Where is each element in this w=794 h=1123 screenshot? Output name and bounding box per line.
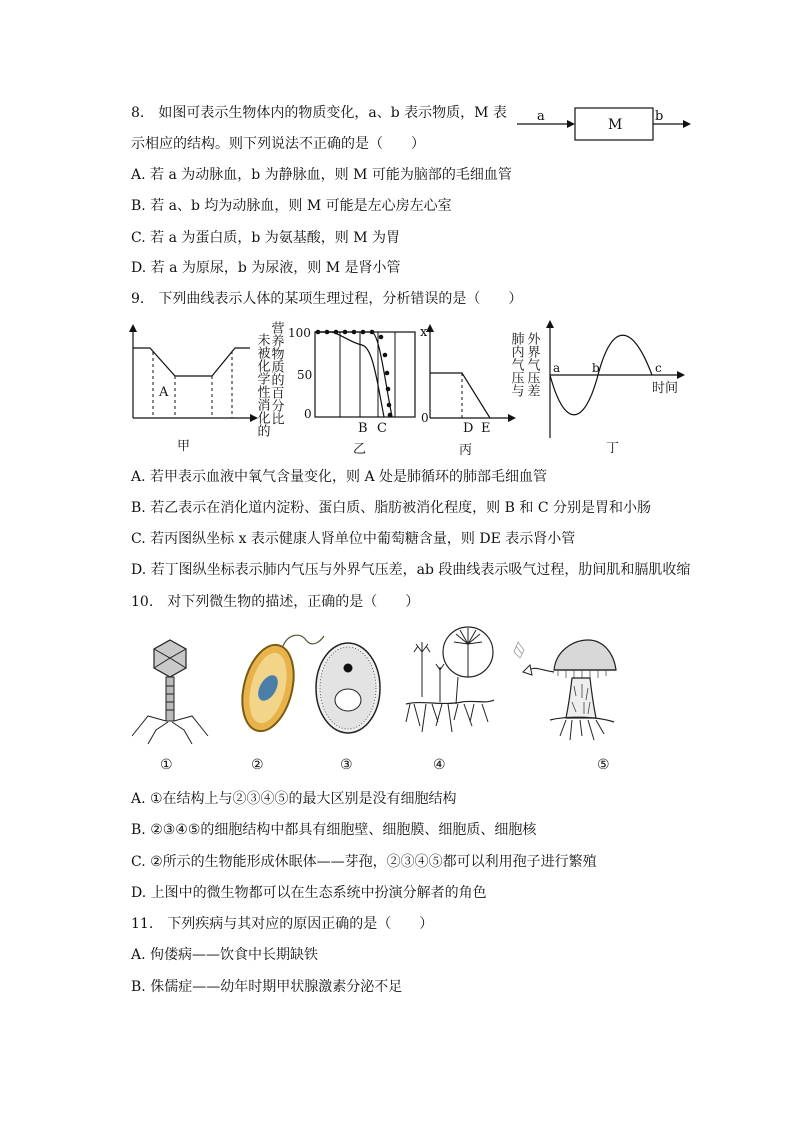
q9-graph-yi (254, 315, 420, 460)
q8-label-a: a (537, 109, 545, 124)
q9-yi-tick-0: 0 (304, 407, 312, 421)
q9-ding-point-a: a (553, 361, 561, 375)
q8-option-b: B. 若 a、b 均为动脉血，则 M 可能是左心房左心室 (131, 198, 452, 214)
q9-bing-xlabel-e: E (481, 421, 491, 436)
q9-graph-bing (418, 318, 518, 460)
yeast-cell-illustration (313, 638, 383, 738)
q10-label-4: ④ (433, 757, 446, 773)
q9-option-c: C. 若丙图纵坐标 x 表示健康人肾单位中葡萄糖含量，则 DE 表示肾小管 (131, 531, 576, 547)
q9-ding-caption: 丁 (606, 441, 620, 456)
q8-flow-diagram (515, 100, 695, 146)
q9-ding-point-c: c (655, 361, 662, 375)
q9-option-b: B. 若乙表示在消化道内淀粉、蛋白质、脂肪被消化程度，则 B 和 C 分别是胃和小肠 (131, 500, 651, 516)
q9-jia-caption: 甲 (177, 439, 191, 454)
q9-stem: 9. 下列曲线表示人体的某项生理过程，分析错误的是（ ） (131, 291, 523, 307)
q10-stem: 10. 对下列微生物的描述，正确的是（ ） (131, 594, 420, 610)
q9-yi-caption: 乙 (353, 442, 367, 457)
q9-ding-ylabel-col2: 外界气压差 (524, 332, 540, 397)
q9-yi-xlabel-b: B (358, 421, 368, 436)
q10-label-3: ③ (340, 757, 353, 773)
q9-yi-curve-1 (315, 332, 392, 417)
q9-yi-ylabel-col1: 未被化学性消化的 (254, 333, 270, 437)
q9-ding-xlabel: 时间 (652, 381, 679, 396)
virus-illustration (128, 636, 212, 748)
mushroom-illustration (510, 636, 620, 744)
q10-label-5: ⑤ (597, 757, 610, 773)
q10-label-2: ② (251, 757, 264, 773)
q9-ding-ylabel-col1: 肺内气压与 (508, 332, 524, 397)
q8-option-d: D. 若 a 为原尿，b 为尿液，则 M 是肾小管 (131, 260, 401, 276)
q11-stem: 11. 下列疾病与其对应的原因正确的是（ ） (131, 916, 434, 932)
q10-option-b: B. ②③④⑤的细胞结构中都具有细胞壁、细胞膜、细胞质、细胞核 (131, 822, 537, 838)
q9-yi-ylabel-col2: 营养物质的百分比 (268, 321, 284, 425)
q9-yi-curve-2 (315, 332, 384, 417)
q10-option-a: A. ①在结构上与②③④⑤的最大区别是没有细胞结构 (131, 791, 457, 807)
q11-option-b: B. 侏儒症——幼年时期甲状腺激素分泌不足 (131, 979, 403, 995)
q8-stem-line1: 8. 如图可表示生物体内的物质变化，a、b 表示物质，M 表 (131, 105, 507, 121)
q9-bing-curve (430, 373, 490, 418)
q9-graph-jia (125, 318, 260, 458)
q9-option-d: D. 若丁图纵坐标表示肺内气压与外界气压差，ab 段曲线表示吸气过程，肋间肌和膈肌收缩 (131, 562, 691, 578)
q9-jia-point-a: A (159, 385, 169, 400)
q9-option-a: A. 若甲表示血液中氧气含量变化，则 A 处是肺循环的肺部毛细血管 (131, 469, 548, 485)
q8-option-a: A. 若 a 为动脉血，b 为静脉血，则 M 可能为脑部的毛细血管 (131, 167, 512, 183)
q10-organism-labels (150, 752, 620, 776)
q11-option-a: A. 佝偻病——饮食中长期缺铁 (131, 947, 319, 963)
q8-stem-line2: 示相应的结构。则下列说法不正确的是（ ） (131, 136, 425, 152)
q9-bing-axis-x: x (420, 325, 428, 340)
q9-yi-tick-100: 100 (288, 326, 311, 340)
q8-label-b: b (655, 109, 664, 124)
q10-option-c: C. ②所示的生物能形成休眠体——芽孢，②③④⑤都可以利用孢子进行繁殖 (131, 854, 597, 870)
q9-yi-tick-50: 50 (297, 368, 313, 382)
mold-illustration (402, 622, 497, 740)
q8-box-label: M (608, 117, 623, 133)
q9-ding-point-b: b (592, 361, 600, 375)
q9-yi-ylabel (255, 321, 285, 437)
q9-bing-caption: 丙 (459, 443, 473, 458)
q10-label-1: ① (160, 757, 173, 773)
q8-option-c: C. 若 a 为蛋白质，b 为氨基酸，则 M 为胃 (131, 230, 401, 246)
q10-option-d: D. 上图中的微生物都可以在生态系统中扮演分解者的角色 (131, 885, 487, 901)
q9-graph-ding (508, 318, 692, 460)
q9-bing-origin: 0 (421, 411, 429, 425)
q9-yi-xlabel-c: C (377, 421, 387, 436)
q9-bing-xlabel-d: D (463, 421, 474, 436)
